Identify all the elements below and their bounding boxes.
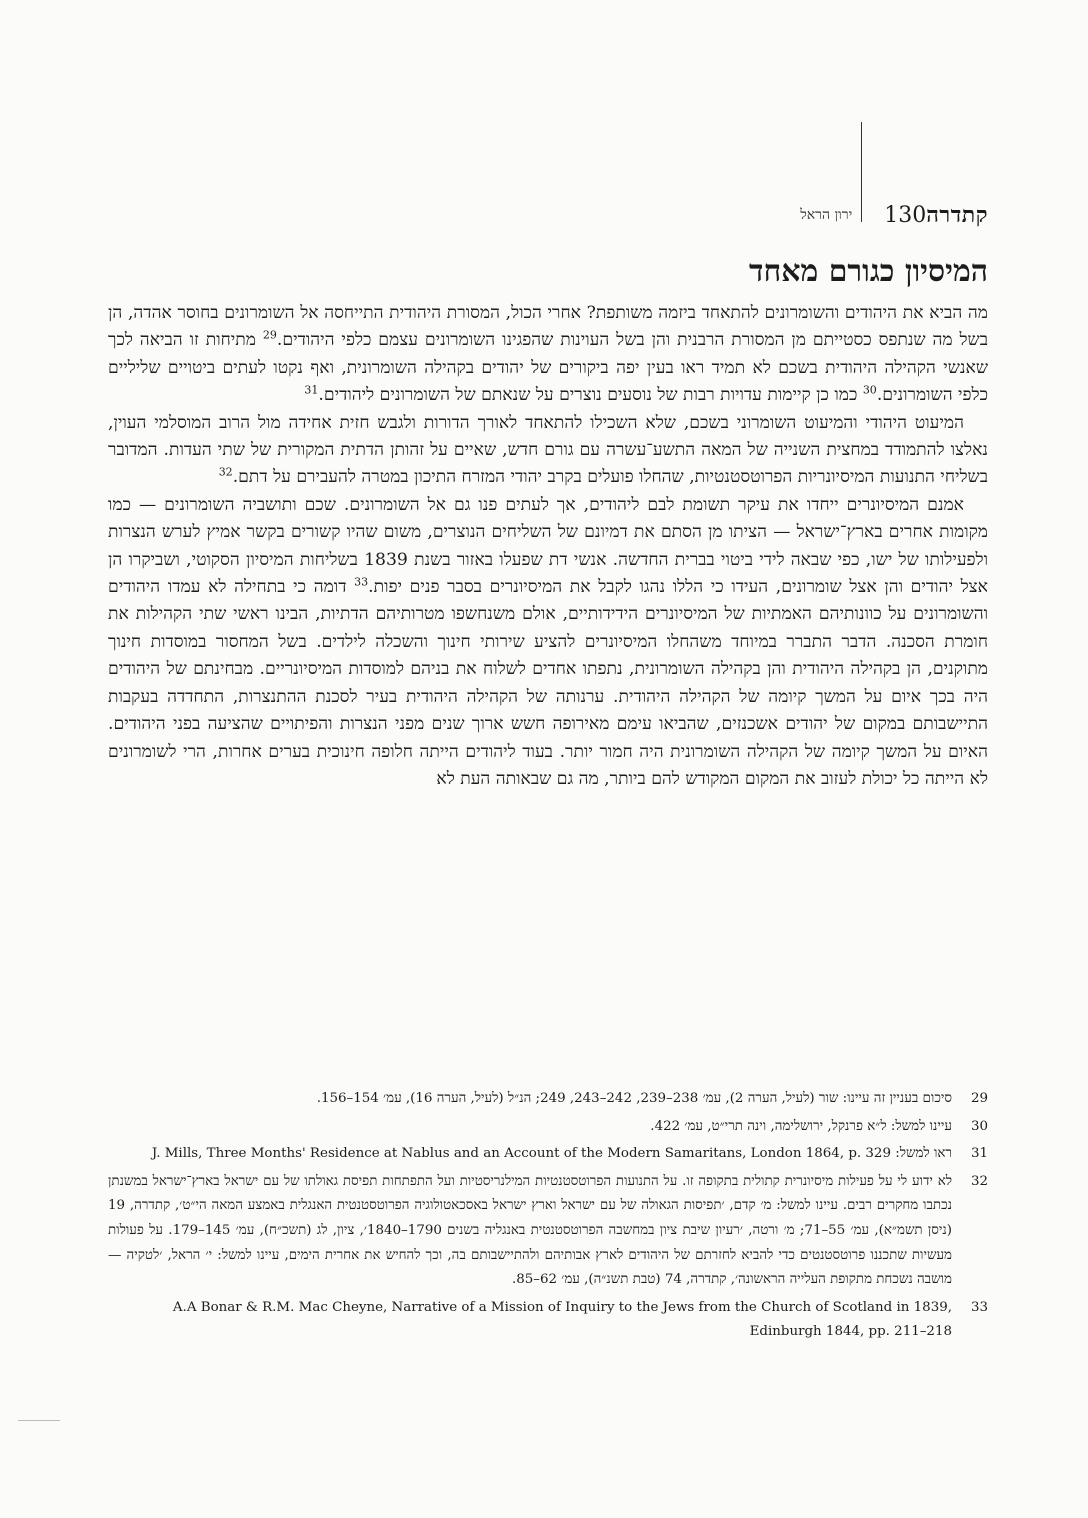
running-header <box>800 200 988 230</box>
footnotes <box>108 1087 988 1348</box>
footnote-text: A.A Bonar & R.M. Mac Cheyne, Narrative of a Mission of Inquiry to the Jews from the Church of Scotland in 1839, Edinburgh 1844, pp. 211–218 <box>172 1299 952 1340</box>
footnote-number: 30 <box>970 1118 988 1134</box>
footnote-30 <box>108 1115 988 1140</box>
footnote-ref-29[interactable]: 29 <box>262 328 277 342</box>
footnote-number: 33 <box>970 1299 988 1315</box>
body-text <box>108 300 988 793</box>
footnote-text: לא ידוע לי על פעילות מיסיונרית קתולית בתקופה זו. על התנועות הפרוטסטנטיות המילנריסטיות ועל התפתחות תפיסת גאולתו של עם ישראל בארץ־ישראל במשנתן נכתבו מחקרים רבים. עיינו למשל: מ׳ קדם, ׳תפיסות הגאולה של עם ישראל וארץ ישראל באסכאטולוגיה הפרוטסטנטית האנגלית באמצע המאה הי״ט׳, קתדרה, 19 (ניסן תשמ״א), עמ׳ 55–71; מ׳ ורטה, ׳רעיון שיבת ציון במחשבה הפרוטסטנטית באנגליה בשנים 1790–1840׳, ציון, לג (תשכ״ח), עמ׳ 145–179. על פעולות מעשיות שתכננו פרוטסטנטים כדי להביא לחזרתם של היהודים לארץ אבותיהם ולהתיישבותם בה, וכך להחיש את אחרית הימים, עיינו למשל: י׳ הראל, ׳לטקיה — מושבה נשכחת מתקופת העלייה הראשונה׳, קתדרה, 74 (טבת תשנ״ה), עמ׳ 62–85. <box>108 1173 953 1288</box>
footnote-ref-31[interactable]: 31 <box>304 383 319 397</box>
scan-artifact-mark <box>18 1420 60 1421</box>
footnote-ref-32[interactable]: 32 <box>218 465 233 479</box>
footnote-text: עיינו למשל: ל״א פרנקל, ירושלימה, וינה תרי״ט, עמ׳ 422. <box>650 1118 952 1134</box>
journal-name: קתדרה <box>926 202 988 228</box>
page-number: 130 <box>884 202 927 228</box>
footnote-text: ראו למשל: J. Mills, Three Months' Residence at Nablus and an Account of the Modern Samaritans, London 1864, p. 329 <box>151 1146 952 1162</box>
paragraph-2: המיעוט היהודי והמיעוט השומרוני בשכם, שלא השכילו להתאחד לאורך הדורות ולגבש חזית אחידה מול הרוב המוסלמי העוין, נאלצו להתמודד במחצית השנייה של המאה התשע־עשרה עם גורם חדש, שאיים על זהותן הדתית המקורית של שתי העדות. המדובר בשליחי התנועות המיסיונריות הפרוטסטנטיות, שהחלו פועלים בקרב יהודי המזרח התיכון במטרה להעבירם על דתם.$^{32}$ <box>108 412 988 488</box>
footnote-number: 32 <box>970 1173 988 1189</box>
author-name: ירון הראל <box>800 206 853 223</box>
footnote-text: סיכום בעניין זה עיינו: שור (לעיל, הערה 2), עמ׳ 238–239, 242–243, 249; הנ״ל (לעיל, הערה 16), עמ׳ 154–156. <box>316 1091 952 1106</box>
section-title: המיסיון כגורם מאחד <box>749 254 988 289</box>
paragraph-3: אמנם המיסיונרים ייחדו את עיקר תשומת לבם ליהודים, אך לעתים פנו גם אל השומרונים. שכם ותושביה השומרונים — כמו מקומות אחרים בארץ־ישראל — הציתו מן הסתם את דמיונם של השליחים הנוצרים, משום שהיו קשורים בקשר אמיץ לערש הנצרות ולפעילותו של ישו, כפי שבאה לידי ביטוי בברית החדשה. אנשי דת שפעלו באזור בשנת 1839 בשליחות המיסיון הסקוטי, ושביקרו הן אצל יהודים והן אצל שומרונים, העידו כי הללו נהגו לקבל את המיסיונרים בסבר פנים יפות.$^{33}$ דומה כי בתחילה לא עמדו היהודים והשומרונים על כוונותיהם האמתיות של המיסיונרים הידידותיים, אולם משנחשפו מטרותיהם הדתיות, הבינו ראשי שתי הקהילות את חומרת הסכנה. הדבר התברר במיוחד משהחלו המיסיונרים להציע שירותי חינוך והשכלה לילדים. בשל המחסור במוסדות חינוך מתוקנים, הן בקהילה היהודית והן בקהילה השומרונית, נתפתו אחדים לשלוח את בניהם למוסדות המיסיונריים. מבחינתם של היהודים היה בכך איום על המשך קיומה של הקהילה היהודית. ערנותה של הקהילה היהודית בעיר לסכנת ההתנצרות, התחדדה בעקבות התיישבותם במקום של יהודים אשכנזים, שהביאו עימם מאירופה חשש ארוך שנים מפני הנצרות והפיתויים שהציעה בפני היהודים. האיום על המשך קיומה של הקהילה השומרונית היה חמור יותר. בעוד ליהודים הייתה חלופה חינוכית בערים אחרות, הרי לשומרונים לא הייתה כל יכולת לעזוב את המקום המקודש להם ביותר, מה גם שבאותה העת לא <box>108 494 988 789</box>
footnote-number: 31 <box>970 1146 988 1162</box>
footnote-number: 29 <box>970 1091 988 1106</box>
footnote-ref-33[interactable]: 33 <box>354 575 369 589</box>
footnote-33 <box>108 1296 988 1345</box>
footnote-ref-30[interactable]: 30 <box>862 383 877 397</box>
footnote-31 <box>108 1142 988 1167</box>
paragraph-1: מה הביא את היהודים והשומרונים להתאחד ביזמה משותפת? אחרי הכול, המסורת היהודית התייחסה אל השומרונים בחוסר אהדה, הן בשל מה שנתפס כסטייתם מן המסורת הרבנית והן בשל העוינות שהפגינו השומרונים עצמם כלפי היהודים.$^{29}$ מתיחות זו הביאה לכך שאנשי הקהילה היהודית בשכם לא תמיד ראו בעין יפה ביקורים של יהודים בקהילה השומרונית, ואף נקטו לעתים ביטויים שליליים כלפי השומרונים.$^{30}$ כמו כן קיימות עדויות רבות של נוסעים נוצרים על שנאתם של השומרונים ליהודים.$^{31}$ <box>108 303 989 406</box>
footnote-29 <box>108 1087 988 1112</box>
footnote-32 <box>108 1170 988 1293</box>
